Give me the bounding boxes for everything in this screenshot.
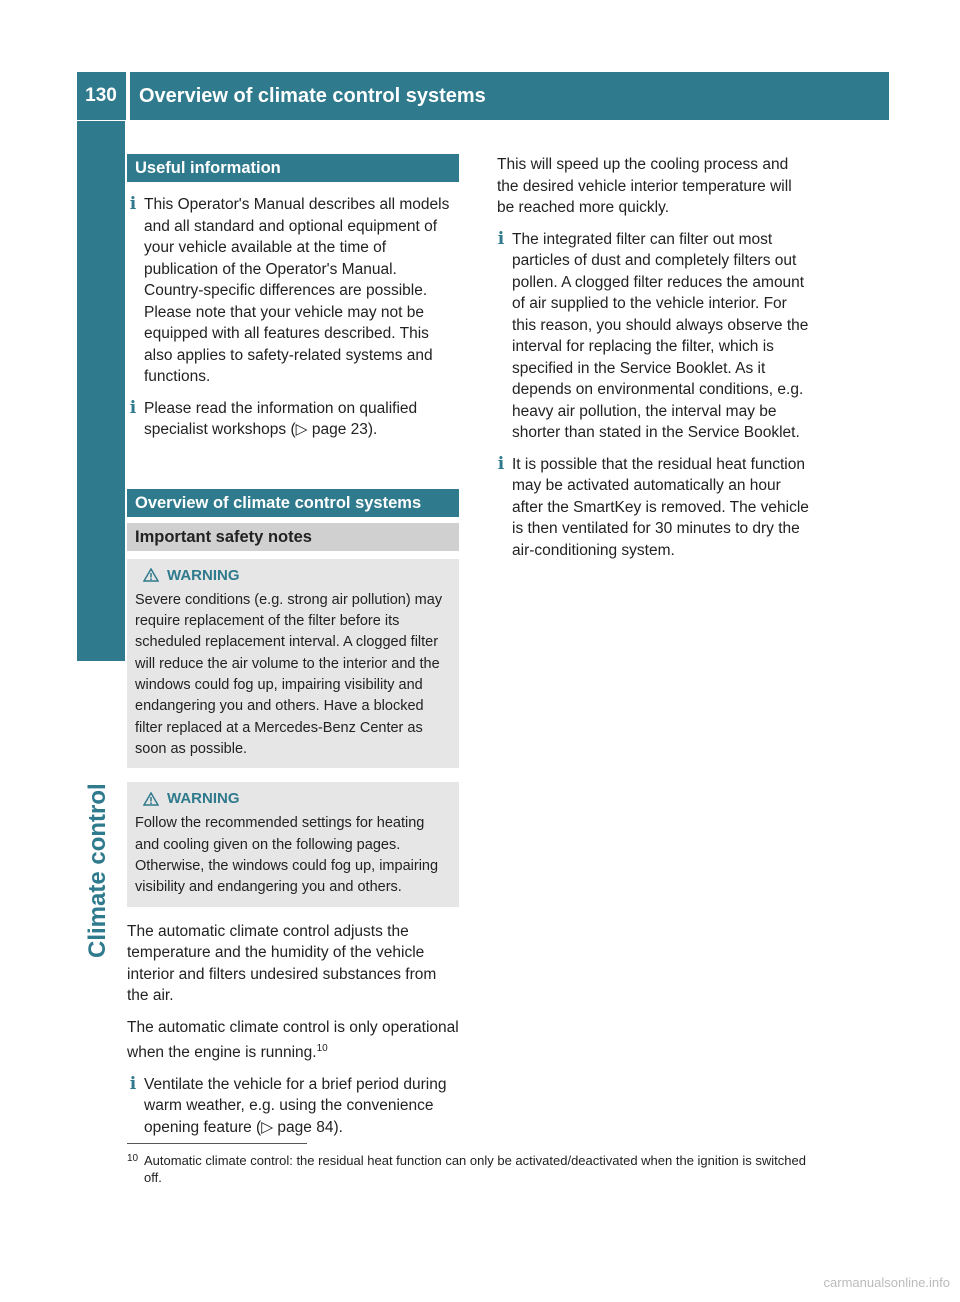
page-title: Overview of climate control systems: [139, 85, 486, 107]
info-note: [127, 398, 459, 441]
side-tab-label-box: [84, 660, 122, 1260]
info-text: Ventilate the vehicle for a brief period during warm weather, e.g. using the convenience opening feature (▷ page 84).: [144, 1075, 447, 1136]
warning-title: WARNING: [167, 790, 240, 808]
page-header: [77, 72, 889, 120]
overview-heading: Overview of climate control systems: [127, 489, 459, 517]
safety-notes-heading: Important safety notes: [127, 523, 459, 551]
info-text: The integrated filter can filter out most particles of dust and completely filters out pollen. A clogged filter reduces the amount of air supplied to the vehicle interior. For this reason, you should always observe the interval for replacing the filter, which is specified in the Service Booklet. As it depends on environmental conditions, e.g. heavy air pollution, the interval may be shorter than stated in the Service Booklet.: [512, 230, 809, 441]
footnote-reference: 10: [316, 1043, 328, 1055]
body-paragraph: The automatic climate control adjusts the temperature and the humidity of the vehicle interior and filters undesired substances from the air.: [127, 922, 437, 1005]
warning-text: Severe conditions (e.g. strong air pollution) may require replacement of the filter before its scheduled replacement interval. A clogged filter will reduce the air volume to the interior and the windows could fog up, impairing visibility and endangering you and others. Have a blocked filter replaced at a Mercedes-Benz Center as soon as possible.: [135, 591, 443, 757]
body-paragraph: This will speed up the cooling process and the desired vehicle interior temperature will be reached more quickly.: [497, 156, 792, 216]
footnote: [127, 1152, 827, 1186]
info-icon: i: [129, 194, 137, 214]
right-column: [495, 154, 813, 571]
warning-box: [127, 559, 459, 769]
watermark: carmanualsonline.info: [823, 1275, 950, 1290]
warning-box: [127, 782, 459, 906]
info-icon: i: [497, 453, 505, 474]
footnote-number: 10: [127, 1153, 139, 1164]
info-text: It is possible that the residual heat function may be activated automatically an hour after the SmartKey is removed. The vehicle is then ventilated for 30 minutes to dry the air-conditioning system.: [512, 455, 809, 559]
useful-information-heading: Useful information: [127, 154, 459, 182]
info-text: This Operator's Manual describes all models and all standard and optional equipment of your vehicle available at the time of publication of the Operator's Manual. Country-specific differences are possible. Please note that your vehicle may not be equipped with all features described. This also applies to safety-related systems and functions.: [144, 196, 450, 385]
body-paragraph-text: The automatic climate control is only operational when the engine is running.: [127, 1018, 459, 1062]
body-paragraph: [127, 1017, 459, 1064]
header-divider: [126, 72, 130, 120]
warning-triangle-icon: [143, 792, 159, 806]
info-note: [495, 454, 813, 562]
info-note: [495, 229, 813, 444]
info-icon: i: [129, 397, 137, 418]
footnote-divider: [127, 1143, 307, 1144]
warning-text: Follow the recommended settings for heating and cooling given on the following pages. Otherwise, the windows could fog up, impairing visibility and endangering you and others.: [135, 815, 439, 896]
warning-header: [135, 788, 451, 809]
warning-header: [135, 565, 451, 586]
side-tab: [77, 121, 125, 661]
side-tab-label: Climate control: [84, 783, 111, 958]
info-note: [127, 1074, 459, 1139]
page-number: 130: [85, 85, 117, 106]
left-column: [127, 154, 459, 1148]
warning-title: WARNING: [167, 566, 240, 584]
footnote-text: Automatic climate control: the residual heat function can only be activated/deactivated when the ignition is switched off.: [144, 1153, 806, 1185]
info-text: Please read the information on qualified specialist workshops (▷ page 23).: [144, 399, 418, 438]
warning-triangle-icon: [143, 568, 159, 582]
info-icon: i: [497, 228, 505, 249]
info-icon: i: [129, 1073, 137, 1094]
info-note: [127, 194, 459, 388]
